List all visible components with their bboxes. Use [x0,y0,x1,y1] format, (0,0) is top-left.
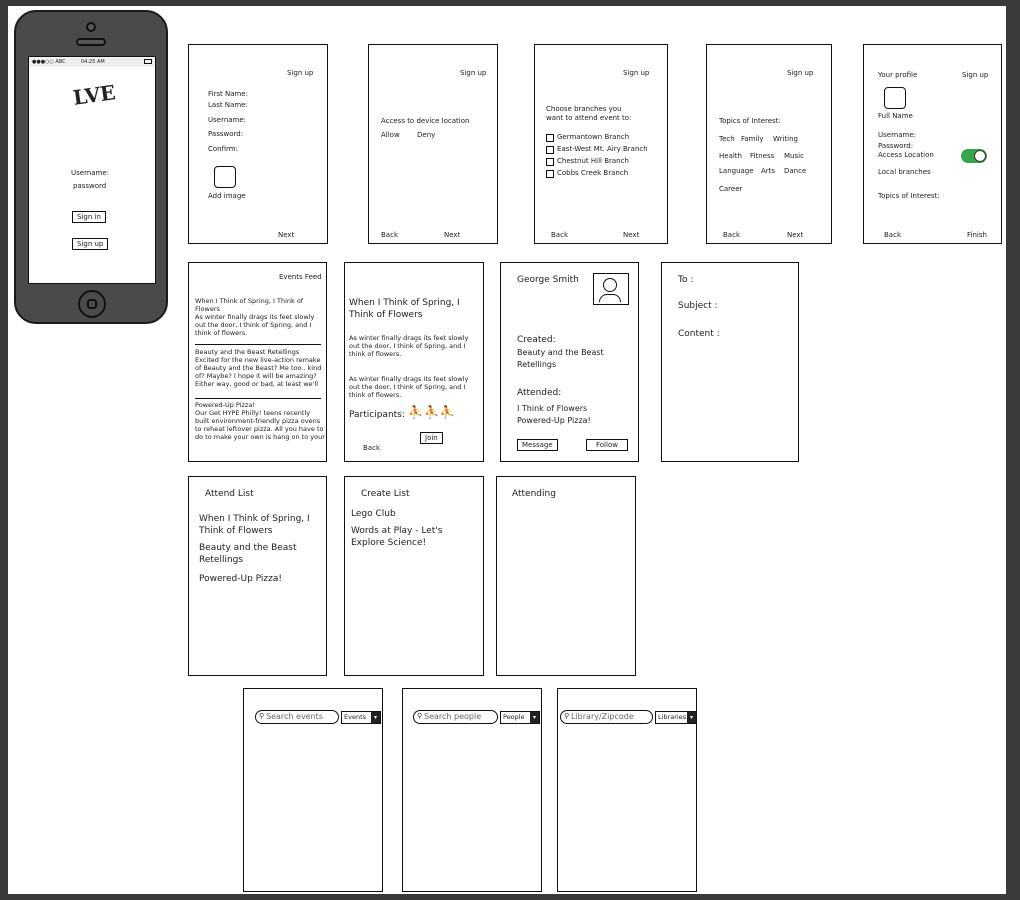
topic-option[interactable]: Health [719,152,742,160]
search-events-screen [243,688,383,892]
list-item[interactable]: When I Think of Spring, I Think of Flowers [199,514,310,536]
username-label: Username: [71,169,110,177]
event-paragraph: As winter finally drags its feet slowly out the door, I think of Spring, and I think of flowers. [349,375,469,399]
search-people-screen [402,688,542,892]
first-name-field[interactable]: First Name: [208,90,248,98]
password-field[interactable]: Password: [208,130,244,138]
user-profile-screen [500,262,639,462]
topics-label: Topics of Interest: [878,192,940,200]
filter-dropdown[interactable]: Events ▾ [341,711,381,724]
follow-button[interactable]: Follow [586,439,628,451]
allow-button[interactable]: Allow [381,131,400,139]
list-item[interactable]: Words at Play - Let's Explore Science! [351,526,443,548]
app-logo: LVE [71,80,117,110]
search-input[interactable]: ⚲ Search people [413,710,498,724]
event-detail-screen [344,262,484,462]
back-button[interactable]: Back [884,231,901,239]
post-body: Excited for the new live-action remake of Beauty and the Beast? Me too.. kind of? Maybe? I hope it will be amazing? Either way, good or bad, at least we'll [195,356,322,388]
attending-screen [496,476,636,676]
branch-label: Chestnut Hill Branch [557,157,629,165]
topic-option[interactable]: Arts [761,167,776,175]
feed-post[interactable] [195,297,325,337]
post-body: Our Get HYPE Philly! teens recently built environment-friendly pizza ovens to reheat leftover pizza. All you have to do to make your own is hang on to your [195,409,325,441]
to-field[interactable]: To : [678,275,694,285]
search-input[interactable]: ⚲ Search events [255,710,339,724]
post-title: Powered-Up Pizza! [195,401,255,409]
topic-option[interactable]: Music [784,152,804,160]
topic-option[interactable]: Dance [784,167,807,175]
access-location-label: Access Location [878,151,934,159]
chevron-down-icon: ▾ [687,712,696,723]
attended-item[interactable]: Powered-Up Pizza! [517,416,591,425]
topic-option[interactable]: Writing [773,135,798,143]
branch-checkbox[interactable] [546,146,554,154]
subject-field[interactable]: Subject : [678,301,718,311]
page-title: Create List [361,489,410,499]
branch-label: Germantown Branch [557,133,630,141]
add-image-link[interactable]: Add image [208,192,246,200]
back-button[interactable]: Back [723,231,740,239]
divider [195,344,321,345]
divider [195,398,321,399]
content-field[interactable]: Content : [678,329,720,339]
post-body: As winter finally drags its feet slowly out the door, I think of Spring, and I think of flowers. [195,313,315,337]
list-item[interactable]: Beauty and the Beast Retellings [199,543,297,565]
page-title: Events Feed [279,273,322,281]
feed-post[interactable] [195,401,325,441]
chevron-down-icon: ▾ [530,712,539,723]
search-icon: ⚲ [259,712,265,720]
your-profile-label: Your profile [878,71,918,79]
user-name: George Smith [517,275,579,285]
local-branches-label: Local branches [878,168,931,176]
branch-checkbox[interactable] [546,134,554,142]
branch-checkbox[interactable] [546,158,554,166]
branch-label: Cobbs Creek Branch [557,169,629,177]
filter-dropdown[interactable]: Libraries ▾ [655,711,697,724]
signup-screen-4 [706,44,832,244]
topics-heading: Topics of Interest: [719,117,781,125]
password-label: password [73,182,107,190]
username-field[interactable]: Username: [208,116,247,124]
filter-dropdown[interactable]: People ▾ [500,711,540,724]
back-button[interactable]: Back [363,444,380,452]
page-title: Attending [512,489,556,499]
attend-list-screen [188,476,327,676]
participant-avatars-icon: ⛹⛹⛹ [408,405,456,419]
camera-icon [86,22,96,32]
page-title: Sign up [787,69,814,77]
back-button[interactable]: Back [551,231,568,239]
next-button[interactable]: Next [444,231,461,239]
signup-screen-3 [534,44,668,244]
create-list-screen [344,476,484,676]
location-question: Access to device location [381,117,470,125]
participants-label: Participants: [349,410,405,420]
compose-message-screen [661,262,799,462]
last-name-field[interactable]: Last Name: [208,101,248,109]
battery-icon [144,59,152,64]
created-item[interactable]: Beauty and the Beast Retellings [517,348,604,369]
page-title: Attend List [205,489,254,499]
feed-post[interactable] [195,348,325,388]
status-bar [29,57,155,67]
page-title: Sign up [460,69,487,77]
search-icon: ⚲ [417,712,423,720]
profile-screen [863,44,1002,244]
created-label: Created: [517,335,556,345]
avatar-icon[interactable] [884,87,906,109]
topic-option[interactable]: Tech [719,135,735,143]
search-libraries-screen [557,688,697,892]
event-paragraph: As winter finally drags its feet slowly out the door, I think of Spring, and I think of flowers. [349,334,469,358]
branch-prompt-line2: want to attend event to: [546,114,632,122]
confirm-field[interactable]: Confirm: [208,145,238,153]
list-item[interactable]: Powered-Up Pizza! [199,574,282,584]
branch-prompt-line1: Choose branches you [546,105,622,113]
page-title: Sign up [287,69,314,77]
page-title: Sign up [623,69,650,77]
username-label: Username: [878,131,917,139]
next-button[interactable]: Next [623,231,640,239]
next-button[interactable]: Next [278,231,295,239]
post-title: When I Think of Spring, I Think of Flowers [195,297,304,313]
chevron-down-icon: ▾ [371,712,380,723]
sign-up-button[interactable]: Sign up [72,238,108,250]
avatar-icon [593,273,629,305]
image-placeholder-icon[interactable] [214,166,236,188]
list-item[interactable]: Lego Club [351,509,396,519]
topic-option[interactable]: Family [741,135,764,143]
location-toggle[interactable] [961,149,987,163]
phone-screen [28,56,156,284]
phone-mockup [14,10,168,324]
carrier: ●●●○○ ABC [32,59,66,65]
message-button[interactable]: Message [517,439,558,451]
topic-option[interactable]: Fitness [750,152,775,160]
attended-label: Attended: [517,388,562,398]
page-title: Sign up [962,71,989,79]
search-input[interactable]: ⚲ Library/Zipcode [560,710,653,724]
join-button[interactable]: Join [420,432,443,444]
signup-screen-1 [188,44,328,244]
speaker-icon [76,38,106,46]
branch-checkbox[interactable] [546,170,554,178]
search-icon: ⚲ [564,712,570,720]
deny-button[interactable]: Deny [417,131,436,139]
post-title: Beauty and the Beast Retellings [195,348,300,356]
back-button[interactable]: Back [381,231,398,239]
home-button-icon[interactable] [78,290,106,318]
events-feed-screen [188,262,327,462]
password-label: Password: [878,142,914,150]
event-title: When I Think of Spring, I Think of Flowers [349,298,460,320]
finish-button[interactable]: Finish [967,231,987,239]
signup-screen-2 [368,44,498,244]
branch-label: East-West Mt. Airy Branch [557,145,648,153]
sign-in-button[interactable]: Sign in [72,211,106,223]
clock: 04:25 AM [81,59,105,65]
wireframe-canvas [8,6,1006,894]
full-name-label: Full Name [878,112,913,120]
topic-option[interactable]: Language [719,167,754,175]
topic-option[interactable]: Career [719,185,743,193]
next-button[interactable]: Next [787,231,804,239]
attended-item[interactable]: I Think of Flowers [517,404,588,413]
